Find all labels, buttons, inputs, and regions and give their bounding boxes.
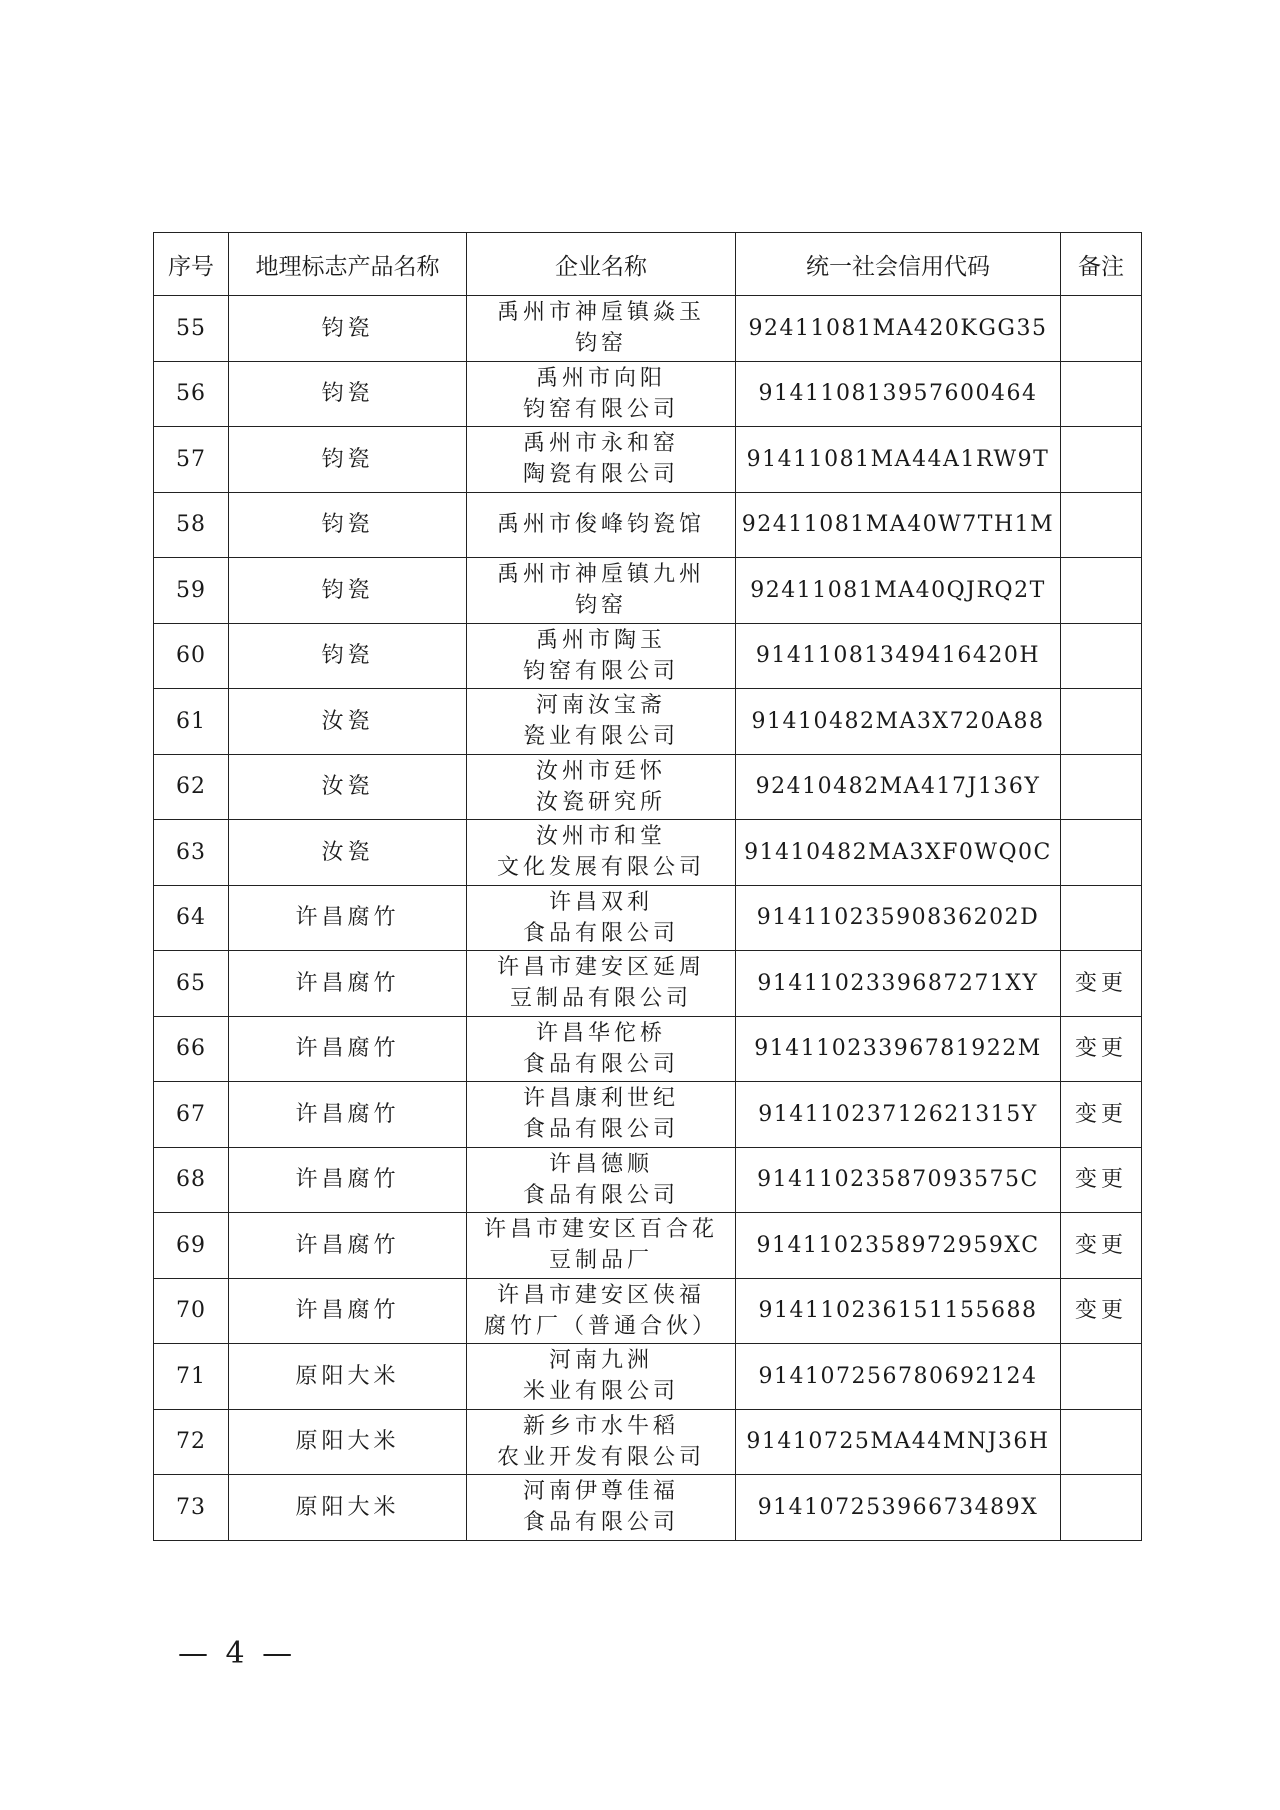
row-serial-number: 69 [154,1213,229,1279]
row-serial-number: 72 [154,1409,229,1475]
table-row [154,558,1142,624]
table-row [154,1475,1142,1541]
table-row [154,820,1142,886]
row-company-name [467,689,736,755]
company-name-line: 瓷业有限公司 [522,724,679,750]
company-name-line: 食品有限公司 [522,1117,679,1143]
row-product-name: 许昌腐竹 [229,1278,467,1344]
table-row [154,1082,1142,1148]
company-name-line: 禹州市陶玉 [535,627,666,653]
row-credit-code: 92411081MA40QJRQ2T [736,558,1061,624]
row-serial-number: 62 [154,754,229,820]
company-name-line: 腐竹厂（普通合伙） [483,1313,718,1339]
row-credit-code: 91411081MA44A1RW9T [736,427,1061,493]
row-product-name: 汝瓷 [229,754,467,820]
company-name-line: 食品有限公司 [522,1051,679,1077]
header-company-name: 企业名称 [467,233,736,296]
table-row [154,1278,1142,1344]
company-name-line: 米业有限公司 [522,1379,679,1405]
row-credit-code: 91411023590836202D [736,885,1061,951]
table-row [154,1016,1142,1082]
company-name-line: 陶瓷有限公司 [522,462,679,488]
company-name-line: 许昌双利 [548,889,653,915]
row-serial-number: 66 [154,1016,229,1082]
row-product-name: 许昌腐竹 [229,1082,467,1148]
row-serial-number: 59 [154,558,229,624]
table-header-row [154,233,1142,296]
row-product-name: 许昌腐竹 [229,1213,467,1279]
row-credit-code: 91410482MA3X720A88 [736,689,1061,755]
row-company-name [467,1344,736,1410]
row-credit-code: 914110813957600464 [736,361,1061,427]
row-remarks [1061,820,1142,886]
row-credit-code: 92411081MA420KGG35 [736,296,1061,362]
row-credit-code: 91411023396781922M [736,1016,1061,1082]
row-company-name [467,1147,736,1213]
company-name-line: 许昌市建安区延周 [496,955,705,981]
row-company-name [467,296,736,362]
row-company-name [467,820,736,886]
company-name-line: 禹州市永和窑 [522,431,679,457]
row-product-name: 许昌腐竹 [229,885,467,951]
row-remarks: 变更 [1061,1213,1142,1279]
table-row [154,689,1142,755]
company-name-line: 许昌华佗桥 [535,1020,666,1046]
row-remarks: 变更 [1061,1147,1142,1213]
row-serial-number: 73 [154,1475,229,1541]
row-credit-code: 9141102339687271XY [736,951,1061,1017]
row-credit-code: 91411023712621315Y [736,1082,1061,1148]
row-company-name [467,951,736,1017]
row-credit-code: 914110236151155688 [736,1278,1061,1344]
header-remarks: 备注 [1061,233,1142,296]
row-product-name: 许昌腐竹 [229,1147,467,1213]
table-row [154,1147,1142,1213]
page-number: — 4 — [178,1636,297,1671]
table-row [154,1409,1142,1475]
row-serial-number: 60 [154,623,229,689]
table-row [154,754,1142,820]
table-row [154,361,1142,427]
row-remarks [1061,558,1142,624]
row-remarks [1061,492,1142,558]
company-name-line: 禹州市神垕镇九州 [496,562,705,588]
row-product-name: 许昌腐竹 [229,1016,467,1082]
header-serial-number: 序号 [154,233,229,296]
row-product-name: 钧瓷 [229,492,467,558]
header-product-name: 地理标志产品名称 [229,233,467,296]
row-credit-code: 92410482MA417J136Y [736,754,1061,820]
company-name-line: 禹州市向阳 [535,365,666,391]
row-product-name: 钧瓷 [229,427,467,493]
company-name-line: 新乡市水牛稻 [522,1413,679,1439]
row-company-name [467,1082,736,1148]
company-name-line: 禹州市俊峰钧瓷馆 [496,512,705,538]
company-name-line: 许昌德顺 [548,1151,653,1177]
table-row [154,492,1142,558]
row-credit-code: 91410725396673489X [736,1475,1061,1541]
company-name-line: 汝瓷研究所 [535,789,666,815]
company-name-line: 钧窑 [574,593,627,619]
row-serial-number: 68 [154,1147,229,1213]
row-credit-code: 91410482MA3XF0WQ0C [736,820,1061,886]
row-product-name: 原阳大米 [229,1409,467,1475]
company-name-line: 许昌市建安区侠福 [496,1282,705,1308]
row-company-name [467,361,736,427]
company-name-line: 汝州市廷怀 [535,758,666,784]
row-serial-number: 58 [154,492,229,558]
row-remarks [1061,1344,1142,1410]
row-serial-number: 70 [154,1278,229,1344]
row-company-name [467,1016,736,1082]
table-row [154,1213,1142,1279]
row-remarks [1061,296,1142,362]
row-serial-number: 63 [154,820,229,886]
row-credit-code: 92411081MA40W7TH1M [736,492,1061,558]
company-name-line: 汝州市和堂 [535,824,666,850]
row-remarks [1061,1475,1142,1541]
row-company-name [467,885,736,951]
company-name-line: 食品有限公司 [522,920,679,946]
company-name-line: 钧窑 [574,331,627,357]
row-remarks [1061,361,1142,427]
header-credit-code: 统一社会信用代码 [736,233,1061,296]
row-company-name [467,558,736,624]
company-name-line: 许昌康利世纪 [522,1086,679,1112]
row-remarks [1061,885,1142,951]
row-product-name: 钧瓷 [229,558,467,624]
row-remarks [1061,1409,1142,1475]
company-name-line: 食品有限公司 [522,1510,679,1536]
row-credit-code: 9141102358972959XC [736,1213,1061,1279]
row-serial-number: 64 [154,885,229,951]
row-product-name: 汝瓷 [229,820,467,886]
row-serial-number: 71 [154,1344,229,1410]
row-remarks: 变更 [1061,1016,1142,1082]
row-remarks [1061,754,1142,820]
row-serial-number: 65 [154,951,229,1017]
row-company-name [467,623,736,689]
row-remarks: 变更 [1061,1278,1142,1344]
row-product-name: 汝瓷 [229,689,467,755]
company-name-line: 河南汝宝斋 [535,693,666,719]
company-name-line: 豆制品厂 [548,1248,653,1274]
row-credit-code: 91411081349416420H [736,623,1061,689]
row-company-name [467,1409,736,1475]
row-product-name: 原阳大米 [229,1344,467,1410]
table-row [154,296,1142,362]
company-name-line: 文化发展有限公司 [496,855,705,881]
row-remarks [1061,623,1142,689]
row-credit-code: 91411023587093575C [736,1147,1061,1213]
company-name-line: 河南九洲 [548,1348,653,1374]
table-body [154,296,1142,1541]
row-serial-number: 55 [154,296,229,362]
company-name-line: 禹州市神垕镇焱玉 [496,300,705,326]
row-remarks [1061,689,1142,755]
row-product-name: 钧瓷 [229,623,467,689]
table-row [154,1344,1142,1410]
company-name-line: 河南伊尊佳福 [522,1479,679,1505]
company-name-line: 豆制品有限公司 [509,986,692,1012]
row-company-name [467,1213,736,1279]
row-credit-code: 914107256780692124 [736,1344,1061,1410]
row-remarks: 变更 [1061,951,1142,1017]
company-name-line: 农业开发有限公司 [496,1444,705,1470]
row-product-name: 原阳大米 [229,1475,467,1541]
table-row [154,885,1142,951]
row-remarks [1061,427,1142,493]
table-row [154,951,1142,1017]
row-credit-code: 91410725MA44MNJ36H [736,1409,1061,1475]
row-company-name [467,1475,736,1541]
row-company-name [467,492,736,558]
company-name-line: 钧窑有限公司 [522,658,679,684]
row-product-name: 许昌腐竹 [229,951,467,1017]
row-product-name: 钧瓷 [229,361,467,427]
row-product-name: 钧瓷 [229,296,467,362]
row-company-name [467,427,736,493]
row-serial-number: 61 [154,689,229,755]
row-serial-number: 57 [154,427,229,493]
row-company-name [467,754,736,820]
row-company-name [467,1278,736,1344]
company-name-line: 食品有限公司 [522,1182,679,1208]
table-row [154,427,1142,493]
row-serial-number: 67 [154,1082,229,1148]
row-serial-number: 56 [154,361,229,427]
geographical-indication-table [153,232,1142,1541]
row-remarks: 变更 [1061,1082,1142,1148]
company-name-line: 钧窑有限公司 [522,396,679,422]
table-row [154,623,1142,689]
company-name-line: 许昌市建安区百合花 [483,1217,718,1243]
